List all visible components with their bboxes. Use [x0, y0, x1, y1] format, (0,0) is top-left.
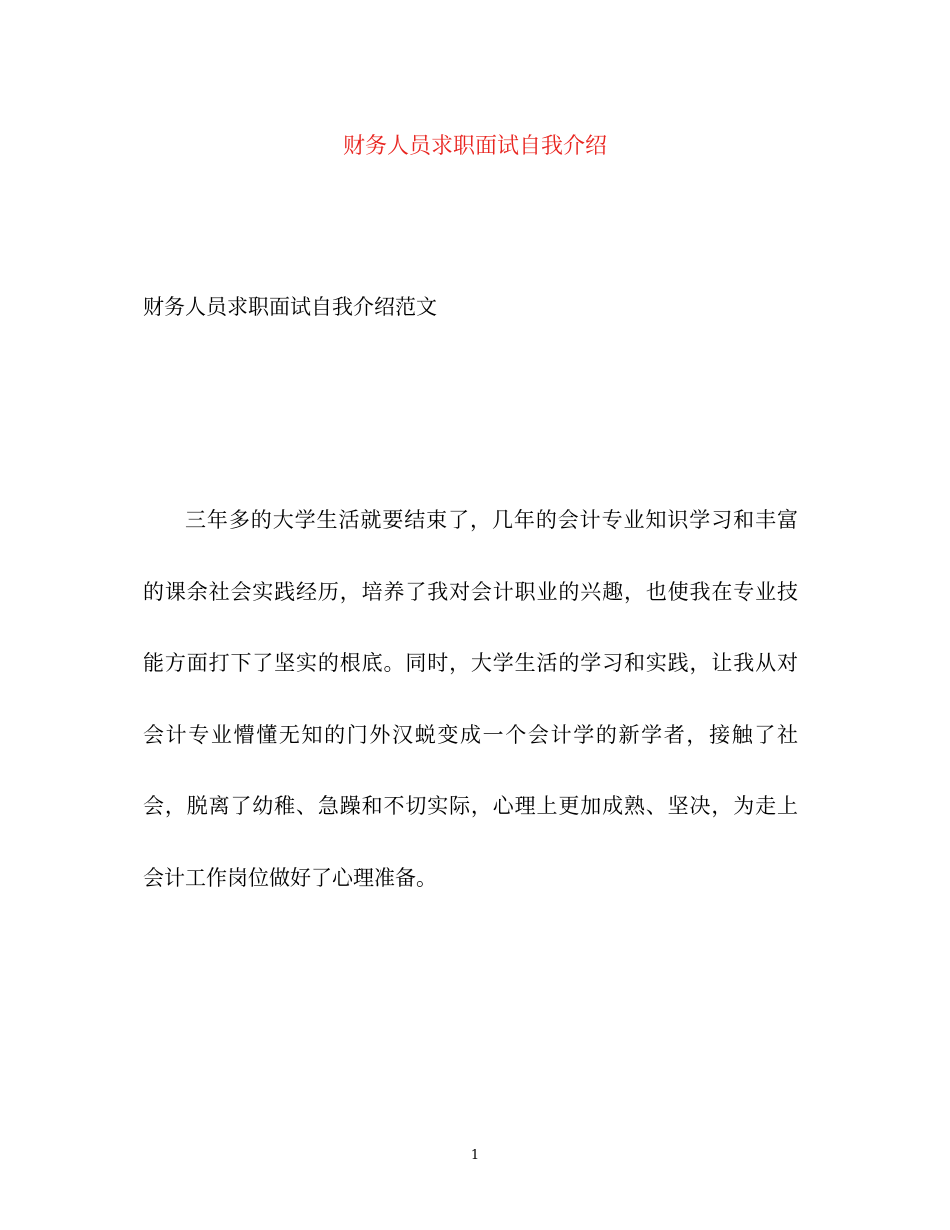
paragraph-line: 的课余社会实践经历，培养了我对会计职业的兴趣，也使我在专业技	[143, 579, 798, 604]
page-number: 1	[470, 1148, 480, 1163]
document-title: 财务人员求职面试自我介绍	[342, 134, 607, 159]
paragraph-line: 能方面打下了坚实的根底。同时，大学生活的学习和实践，让我从对	[143, 651, 798, 675]
paragraph-line: 会，脱离了幼稚、急躁和不切实际，心理上更加成熟、坚决，为走上	[143, 794, 798, 818]
paragraph-line: 会计工作岗位做好了心理准备。	[143, 865, 437, 890]
body-paragraph	[143, 505, 798, 934]
paragraph-line: 三年多的大学生活就要结束了，几年的会计专业知识学习和丰富	[185, 508, 798, 532]
document-subtitle: 财务人员求职面试自我介绍范文	[143, 295, 437, 319]
paragraph-line: 会计专业懵懂无知的门外汉蜕变成一个会计学的新学者，接触了社	[143, 722, 798, 747]
